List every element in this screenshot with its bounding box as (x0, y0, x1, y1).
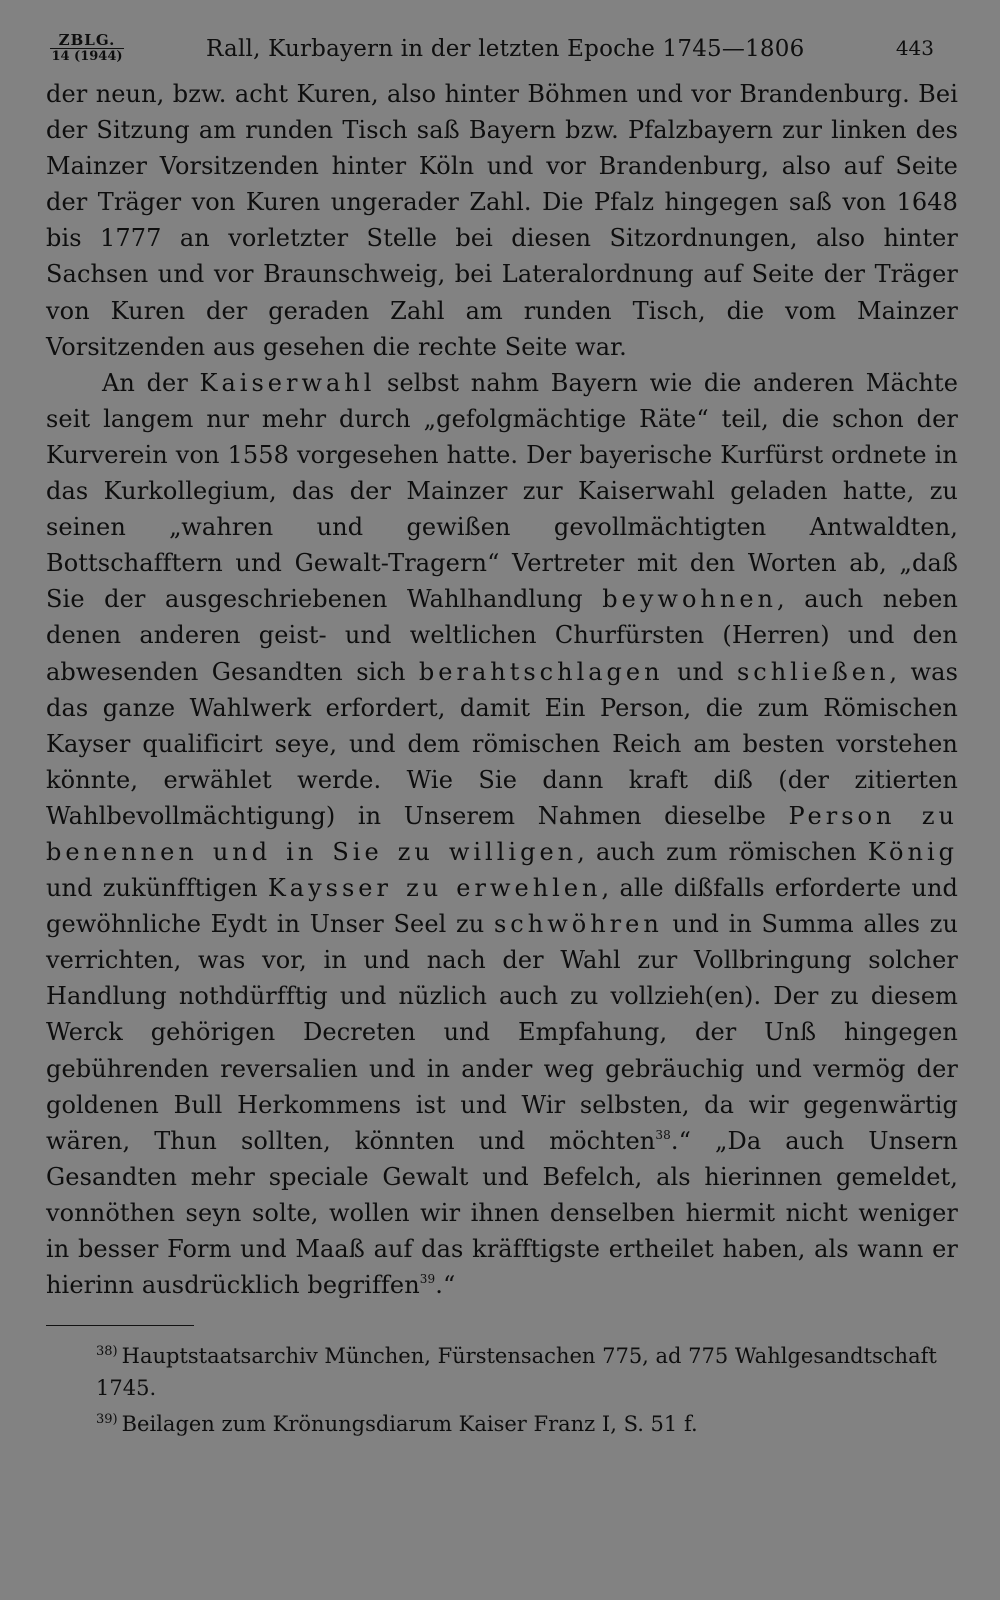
footnote-38 (46, 1336, 958, 1404)
emphasis-schliessen: schließen (736, 657, 890, 686)
footnote-text: Hauptstaatsarchiv München, Fürstensachen 775, ad 775 Wahlgesandtschaft 1745. (96, 1344, 937, 1401)
journal-reference (50, 32, 124, 65)
text-run: , auch zum römischen (577, 837, 857, 866)
text-run: und zukünfftigen (46, 874, 258, 903)
footnote-39 (46, 1404, 958, 1440)
body-text (46, 76, 958, 1303)
paragraph-kaiserwahl (46, 365, 958, 1303)
text-run: .“ „Da auch Unsern Gesandten mehr speciale Gewalt und Befelch, als hierinnen gemeldet, vonnöthen seyn solte, wollen wir ihnen denselben hiermit nicht weniger in besser Form und Maaß auf das kräfftigste ertheilet haben, als wann er hierinn ausdrücklich begriffen (46, 1126, 958, 1300)
emphasis-beywohnen: beywohnen (602, 585, 777, 614)
emphasis-kaiserwahl: Kaiserwahl (199, 368, 376, 397)
footnotes (46, 1336, 958, 1440)
text-run: An der (102, 368, 188, 397)
emphasis-kaysser-erwehlen: Kaysser zu erwehlen (267, 874, 602, 903)
emphasis-schwoehren: schwöhren (493, 910, 663, 939)
footnote-reference-38[interactable]: 38 (655, 1127, 671, 1142)
text-run: und (676, 657, 724, 686)
page-header (46, 28, 958, 74)
journal-volume: 14 (1944) (51, 49, 123, 64)
running-title: Rall, Kurbayern in der letzten Epoche 1745—1806 (206, 36, 805, 62)
footnote-text: Beilagen zum Krönungsdiarum Kaiser Franz I, S. 51 f. (121, 1412, 698, 1437)
text-run: , auch neben denen anderen geist- und weltlichen Churfürsten (Herren) und den abwesenden Gesandten sich (46, 585, 958, 686)
footnote-marker: 39) (96, 1412, 118, 1428)
text-run: und in Summa alles zu verrichten, was vor, in und nach der Wahl zur Vollbringung solcher Handlung nothdürfftig und nüzlich auch zu vollzieh(en). Der zu diesem Werck gehörigen Decreten und Empfahung, der Unß hingegen gebührenden reversalien und in ander weg gebräuchig und vermög der goldenen Bull Herkommens ist und Wir selbsten, da wir gegenwärtig wären, Thun sollten, könnten und möchten (46, 910, 959, 1155)
text-run: , alle dißfalls erforderte und gewöhnliche Eydt in Unser Seel zu (46, 874, 958, 939)
footnote-divider (46, 1325, 194, 1326)
emphasis-person-benennen: Person zu benennen und in Sie zu willigen (46, 801, 959, 866)
footnote-reference-39[interactable]: 39 (419, 1272, 436, 1287)
text-run: .“ (435, 1271, 456, 1300)
text-run: selbst nahm Bayern wie die anderen Mächte seit langem nur mehr durch „gefolgmächtige Räte“ teil, die schon der Kurverein von 1558 vorgesehen hatte. Der bayerische Kurfürst ordnete in das Kurkollegium, das der Mainzer zur Kaiserwahl geladen hatte, zu seinen „wahren und gewißen gevollmächtigten Antwaldten, Bottschafftern und Gewalt-Tragern“ Vertreter mit den Worten ab, „daß Sie der ausgeschriebenen Wahlhandlung (46, 368, 959, 614)
text-run: , was das ganze Wahlwerk erfordert, damit Ein Person, die zum Römischen Kayser qualificirt seye, und dem römischen Reich am besten vorstehen könnte, erwählet werde. Wie Sie dann kraft diß (der zitierten Wahlbevollmächtigung) in Unserem Nahmen dieselbe (46, 657, 958, 830)
paragraph-continued: der neun, bzw. acht Kuren, also hinter Böhmen und vor Brandenburg. Bei der Sitzung am runden Tisch saß Bayern bzw. Pfalzbayern zur linken des Mainzer Vorsitzenden hinter Köln und vor Brandenburg, also auf Seite der Träger von Kuren ungerader Zahl. Die Pfalz hingegen saß von 1648 bis 1777 an vorletzter Stelle bei diesen Sitzordnungen, also hinter Sachsen und vor Braunschweig, bei Lateralordnung auf Seite der Träger von Kuren der geraden Zahl am runden Tisch, die vom Mainzer Vorsitzenden aus gesehen die rechte Seite war. (46, 80, 958, 361)
page (46, 28, 958, 1440)
page-number: 443 (895, 36, 934, 60)
emphasis-koenig: König (867, 837, 958, 866)
journal-abbreviation: ZBLG. (50, 32, 124, 49)
footnote-marker: 38) (96, 1344, 118, 1360)
emphasis-berahtschlagen: berahtschlagen (418, 657, 664, 686)
